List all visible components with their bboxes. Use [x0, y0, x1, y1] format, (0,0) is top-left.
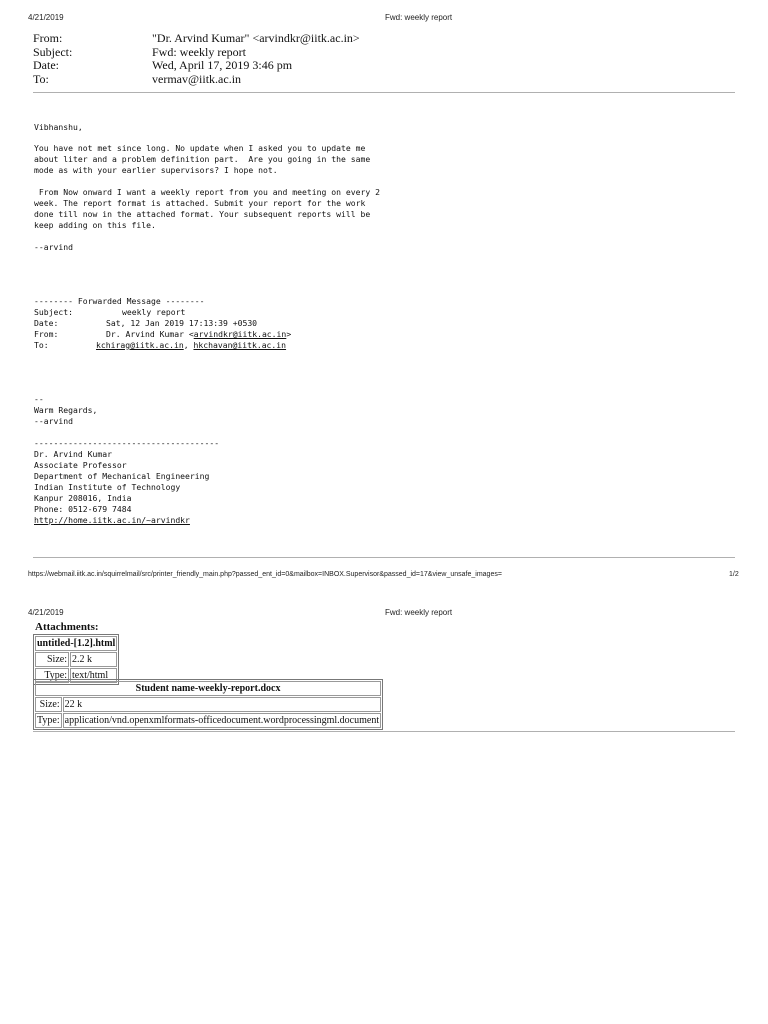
- attachment-size-row: [35, 697, 381, 712]
- header-divider: [33, 92, 735, 93]
- forwarded-to-email-link[interactable]: hkchavan@iitk.ac.in: [193, 340, 287, 350]
- attachment-name-link[interactable]: Student name-weekly-report.docx: [35, 681, 381, 696]
- forwarded-to-label: To:: [34, 340, 49, 350]
- body-paragraph-1: You have not met since long. No update when I asked you to update me about liter and a problem definition part. Are you going in the same mode as with your earlier supervisors? I hope not.: [34, 143, 371, 175]
- print-header-title: Fwd: weekly report: [385, 608, 453, 617]
- attachment-type-label: Type:: [37, 715, 60, 726]
- header-value: Wed, April 17, 2019 3:46 pm: [152, 58, 293, 72]
- header-from: [33, 32, 360, 46]
- body-signoff: --arvind: [34, 242, 73, 252]
- attachment-table-html: [33, 634, 119, 685]
- signature-homepage-link[interactable]: http://home.iitk.ac.in/~arvindkr: [34, 515, 190, 525]
- print-header-date: 4/21/2019: [28, 608, 64, 617]
- print-header-title: Fwd: weekly report: [385, 13, 453, 22]
- attachment-type-row: [35, 713, 381, 728]
- print-footer-url: https://webmail.iitk.ac.in/squirrelmail/src/printer_friendly_main.php?passed_ent_id=0&mailbox=INBOX.Supervisor&passed_id=17&view_unsafe_images=: [28, 571, 502, 578]
- attachment-size-row: [35, 652, 117, 667]
- header-label: To:: [33, 71, 49, 86]
- attachments-title: Attachments:: [35, 621, 99, 633]
- header-value: vermav@iitk.ac.in: [152, 71, 242, 86]
- header-label: Subject:: [33, 44, 73, 59]
- header-label: From:: [33, 31, 63, 45]
- forwarded-date-value: Sat, 12 Jan 2019 17:13:39 +0530: [106, 318, 258, 328]
- header-value: Fwd: weekly report: [152, 44, 246, 59]
- forwarded-subject-value: weekly report: [122, 307, 186, 317]
- print-header-date: 4/21/2019: [28, 13, 64, 22]
- signature-regards: Warm Regards,: [34, 405, 98, 415]
- forwarded-banner: -------- Forwarded Message --------: [34, 296, 205, 306]
- attachment-type-value: text/html: [70, 668, 117, 683]
- body-paragraph-2: From Now onward I want a weekly report from you and meeting on every 2 week. The report format is attached. Submit your report for the work done till now in the attached format. Your subsequent reports will be keep adding on this file.: [34, 187, 380, 230]
- forwarded-to-value: [96, 340, 286, 351]
- email-header-block: [33, 32, 360, 86]
- signature-lines: Dr. Arvind Kumar Associate Professor Department of Mechanical Engineering Indian Institute of Technology Kanpur 208016, India Phone: 0512-679 7484: [34, 449, 210, 514]
- forwarded-to-separator: ,: [183, 340, 194, 350]
- forwarded-to-email-link[interactable]: kchirag@iitk.ac.in: [96, 340, 184, 350]
- signature-rule: --------------------------------------: [34, 438, 220, 448]
- attachment-size-value: 22 k: [63, 697, 381, 712]
- forwarded-date-label: Date:: [34, 318, 59, 328]
- footer-divider: [33, 557, 735, 558]
- attachment-size-label: Size:: [35, 697, 62, 712]
- attachment-name-link[interactable]: untitled-[1.2].html: [37, 638, 116, 649]
- forwarded-from-label: From:: [34, 329, 59, 339]
- header-to: [33, 73, 360, 87]
- attachment-name-row: [35, 636, 117, 651]
- attachment-size-label: Size:: [35, 652, 69, 667]
- forwarded-from-close: >: [286, 329, 292, 339]
- forwarded-from-value: [106, 329, 291, 340]
- attachment-size-value: 2.2 k: [70, 652, 117, 667]
- forwarded-from-name: Dr. Arvind Kumar <: [106, 329, 194, 339]
- attachment-type-value: application/vnd.openxmlformats-officedocument.wordprocessingml.document: [64, 715, 380, 726]
- signature-name-short: --arvind: [34, 416, 73, 426]
- signature-dashes: --: [34, 394, 44, 404]
- attachments-divider: [33, 731, 735, 732]
- attachment-type-label: Type:: [35, 668, 69, 683]
- forwarded-subject-label: Subject:: [34, 307, 73, 317]
- header-subject: [33, 46, 360, 60]
- header-value: "Dr. Arvind Kumar" <arvindkr@iitk.ac.in>: [152, 31, 360, 45]
- attachment-name-row: [35, 681, 381, 696]
- forwarded-from-email-link[interactable]: arvindkr@iitk.ac.in: [193, 329, 287, 339]
- attachment-table-docx: [33, 679, 383, 730]
- body-greeting: Vibhanshu,: [34, 122, 83, 132]
- header-label: Date:: [33, 58, 59, 72]
- header-date: [33, 59, 360, 73]
- print-footer-page: 1/2: [729, 571, 739, 578]
